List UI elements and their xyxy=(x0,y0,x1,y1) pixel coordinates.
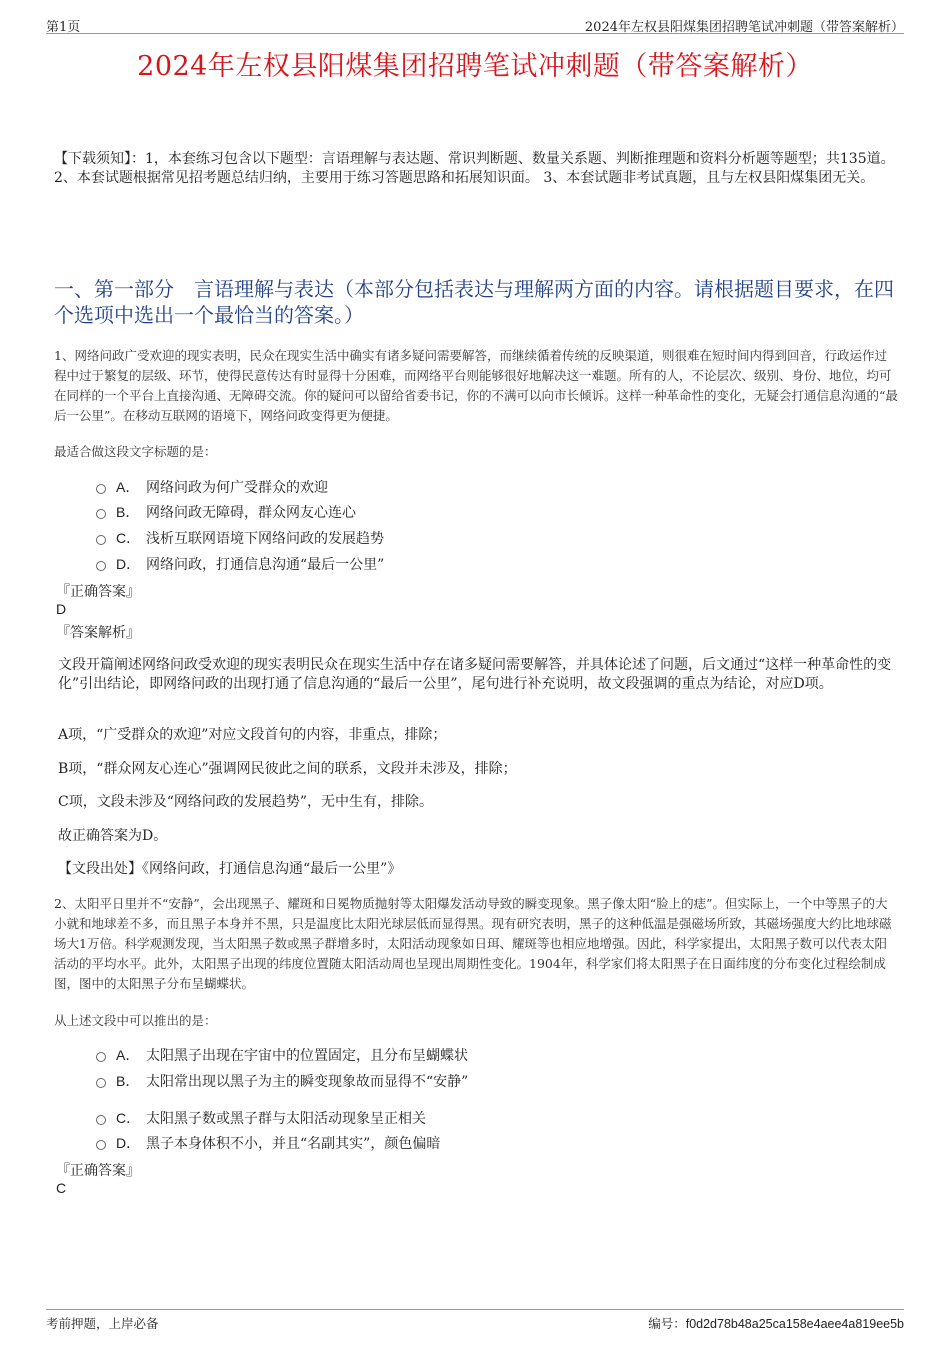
question-2-option-b[interactable] xyxy=(96,1071,468,1091)
option-letter: B． xyxy=(116,1073,140,1089)
question-1-option-d[interactable] xyxy=(96,554,384,574)
question-1-analysis-label: 『答案解析』 xyxy=(56,625,140,641)
question-2-option-a[interactable] xyxy=(96,1045,468,1065)
question-1-option-c[interactable] xyxy=(96,528,384,548)
question-1-analysis-b: B项，“群众网友心连心”强调网民彼此之间的联系，文段并未涉及，排除； xyxy=(58,761,517,777)
option-text: 太阳黑子数或黑子群与太阳活动现象呈正相关 xyxy=(146,1111,426,1127)
question-1-conclusion: 故正确答案为D。 xyxy=(58,828,168,844)
question-1-option-a[interactable] xyxy=(96,477,328,497)
option-letter: C． xyxy=(116,1110,141,1126)
option-letter: D． xyxy=(116,556,141,572)
radio-icon[interactable] xyxy=(96,1078,106,1088)
question-1-answer-label: 『正确答案』 xyxy=(56,584,140,600)
footer-code-label: 编号： xyxy=(648,1316,686,1331)
question-1-source: 【文段出处】《网络问政，打通信息沟通“最后一公里”》 xyxy=(58,861,402,877)
page-number: 第1页 xyxy=(46,20,81,35)
question-1-analysis-a: A项，“广受群众的欢迎”对应文段首句的内容，非重点，排除； xyxy=(58,727,447,743)
question-2-option-d[interactable] xyxy=(96,1133,440,1153)
option-letter: D． xyxy=(116,1135,141,1151)
option-letter: C． xyxy=(116,530,141,546)
question-1-analysis-c: C项，文段未涉及“网络问政的发展趋势”，无中生有，排除。 xyxy=(58,794,434,810)
option-text: 网络问政无障碍，群众网友心连心 xyxy=(146,505,356,521)
question-2-answer-label: 『正确答案』 xyxy=(56,1163,140,1179)
radio-icon[interactable] xyxy=(96,509,106,519)
radio-icon[interactable] xyxy=(96,1115,106,1125)
option-letter: A． xyxy=(116,1047,140,1063)
option-text: 黑子本身体积不小，并且“名副其实”，颜色偏暗 xyxy=(146,1136,441,1152)
question-1-text: 1、网络问政广受欢迎的现实表明，民众在现实生活中确实有诸多疑问需要解答，而继续循着传统的反映渠道，则很难在短时间内得到回音，行政运作过程中过于繁复的层级、环节，使得民意传达有时显得十分困难，而网络平台则能够很好地解决这一难题。所有的人，不论层次、级别、身份、地位，均可在同样的一个平台上直接沟通、无障碍交流。你的疑问可以留给省委书记，你的不满可以向市长倾诉。这样一种革命性的变化，无疑会打通信息沟通的“最后一公里”。在移动互联网的语境下，网络问政变得更为便捷。 xyxy=(54,348,898,423)
question-2-prompt: 从上述文段中可以推出的是： xyxy=(54,1013,217,1028)
footer-code-value: f0d2d78b48a25ca158e4aee4a819ee5b xyxy=(685,1317,904,1331)
header-divider xyxy=(46,33,904,34)
option-text: 网络问政，打通信息沟通“最后一公里” xyxy=(146,557,385,573)
question-2-option-c[interactable] xyxy=(96,1108,426,1128)
page-title: 2024年左权县阳煤集团招聘笔试冲刺题（带答案解析） xyxy=(137,51,813,82)
question-1-prompt: 最适合做这段文字标题的是： xyxy=(54,444,217,459)
option-text: 浅析互联网语境下网络问政的发展趋势 xyxy=(146,531,384,547)
option-text: 太阳黑子出现在宇宙中的位置固定，且分布呈蝴蝶状 xyxy=(146,1048,468,1064)
header-doc-title: 2024年左权县阳煤集团招聘笔试冲刺题（带答案解析） xyxy=(584,20,904,35)
radio-icon[interactable] xyxy=(96,561,106,571)
radio-icon[interactable] xyxy=(96,535,106,545)
radio-icon[interactable] xyxy=(96,484,106,494)
section-heading: 一、第一部分 言语理解与表达（本部分包括表达与理解两方面的内容。请根据题目要求，在四个选项中选出一个最恰当的答案。） xyxy=(54,277,894,327)
option-letter: A． xyxy=(116,479,140,495)
question-1-option-b[interactable] xyxy=(96,502,356,522)
question-1-analysis-main: 文段开篇阐述网络问政受欢迎的现实表明民众在现实生活中存在诸多疑问需要解答，并具体论述了问题，后文通过“这样一种革命性的变化”引出结论，即网络问政的出现打通了信息沟通的“最后一公里”，尾句进行补充说明，故文段强调的重点为结论，对应D项。 xyxy=(58,657,892,692)
question-2-text: 2、太阳平日里并不“安静”，会出现黑子、耀斑和日冕物质抛射等太阳爆发活动导致的瞬变现象。黑子像太阳“脸上的痣”。但实际上，一个中等黑子的大小就和地球差不多，而且黑子本身并不黑，只是温度比太阳光球层低而显得黑。现有研究表明，黑子的这种低温是强磁场所致，其磁场强度大约比地球磁场大1万倍。科学观测发现，当太阳黑子数或黑子群增多时，太阳活动现象如日珥、耀斑等也相应地增强。因此，科学家提出，太阳黑子数可以代表太阳活动的平均水平。此外，太阳黑子出现的纬度位置随太阳活动周也呈现出周期性变化。1904年，科学家们将太阳黑子在日面纬度的分布变化过程绘制成图，图中的太阳黑子分布呈蝴蝶状。 xyxy=(54,896,892,991)
question-2-answer: C xyxy=(56,1180,67,1196)
footer-code xyxy=(648,1314,904,1332)
option-text: 网络问政为何广受群众的欢迎 xyxy=(146,480,328,496)
download-notice: 【下载须知】：1，本套练习包含以下题型：言语理解与表达题、常识判断题、数量关系题、判断推理题和资料分析题等题型；共135道。 2、本套试题根据常见招考题总结归纳，主要用于练习答题思路和拓展知识面。 3、本套试题非考试真题，且与左权县阳煤集团无关。 xyxy=(54,151,895,186)
radio-icon[interactable] xyxy=(96,1052,106,1062)
option-text: 太阳常出现以黑子为主的瞬变现象故而显得不“安静” xyxy=(146,1074,469,1090)
footer-slogan: 考前押题，上岸必备 xyxy=(46,1316,159,1331)
radio-icon[interactable] xyxy=(96,1140,106,1150)
option-letter: B． xyxy=(116,504,140,520)
footer-divider xyxy=(46,1309,904,1310)
question-1-answer: D xyxy=(56,601,67,617)
